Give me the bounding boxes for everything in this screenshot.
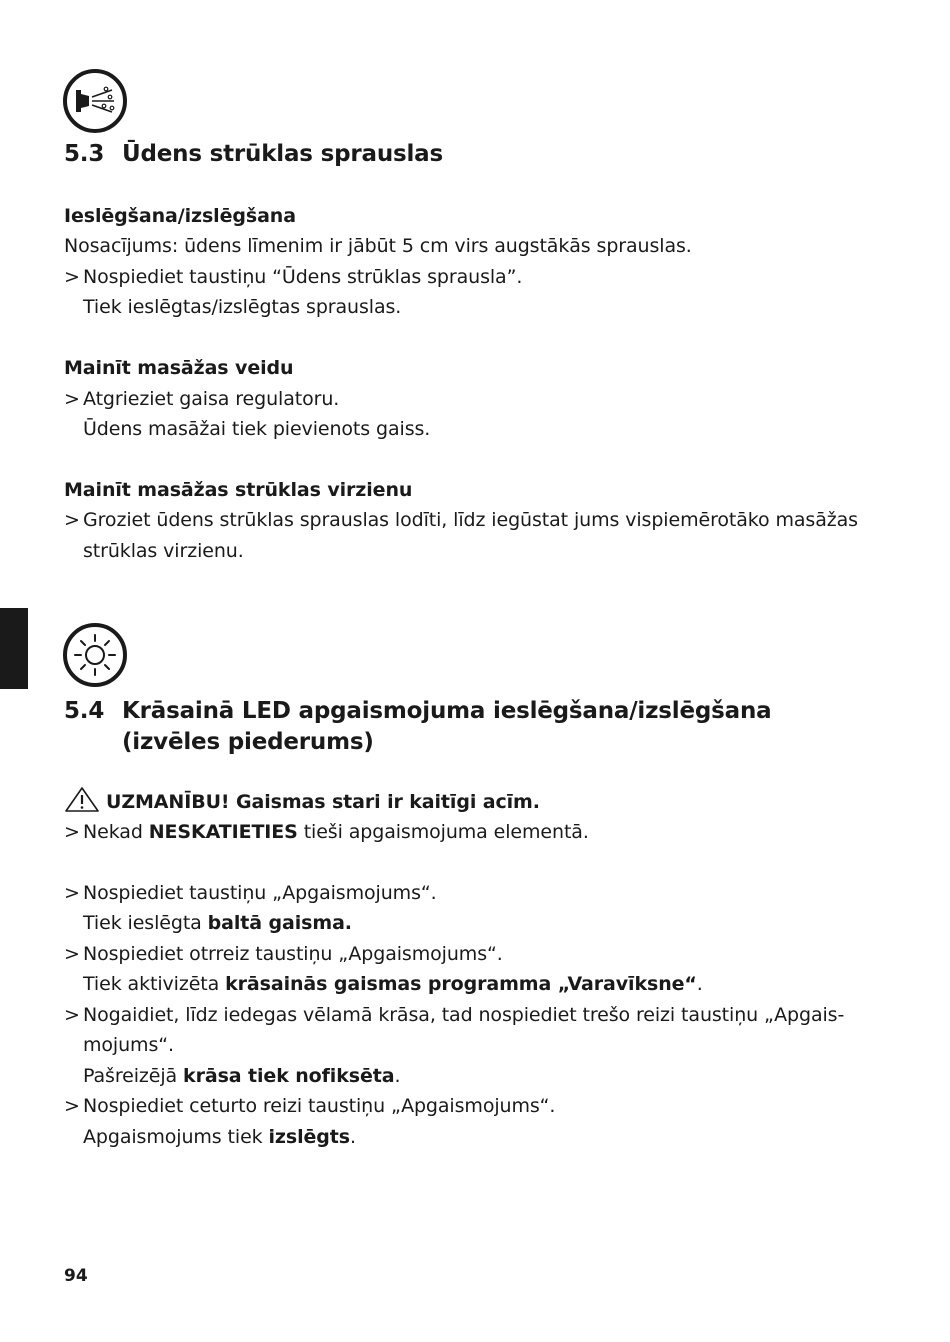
subheading-jet-direction: Mainīt masāžas strūklas virzienu [64,479,413,501]
step-text: Nospiediet ceturto reizi taustiņu „Apgaismojums“. [83,1095,556,1117]
result-text: Apgaismojums tiek izslēgts. [83,1126,356,1148]
water-jet-nozzle-icon [62,68,128,134]
bullet-marker: > [64,1004,80,1026]
bullet-marker: > [64,388,80,410]
step-text: Nospiediet taustiņu „Apgaismojums“. [83,882,437,904]
bullet-marker: > [64,943,80,965]
bullet-marker: > [64,1095,80,1117]
subheading-massage-type: Mainīt masāžas veidu [64,357,294,379]
page-number: 94 [64,1266,88,1286]
step-text: Nospiediet taustiņu “Ūdens strūklas sprausla”. [83,266,523,288]
step-text: Nekad NESKATIETIES tieši apgaismojuma elementā. [83,821,589,843]
step-text-continued: strūklas virzienu. [83,540,244,562]
section-title-continued: (izvēles piederums) [122,729,374,755]
subheading-on-off: Ieslēgšana/izslēgšana [64,205,296,227]
bullet-marker: > [64,509,80,531]
result-text: Tiek ieslēgtas/izslēgtas sprauslas. [83,296,402,318]
warning-text: UZMANĪBU! Gaismas stari ir kaitīgi acīm. [106,791,540,813]
section-title-5-3 [64,139,443,170]
section-title-5-4 [64,696,771,758]
section-title-text: Ūdens strūklas sprauslas [122,141,443,167]
result-text: Tiek ieslēgta baltā gaisma. [83,912,352,934]
bullet-marker: > [64,266,80,288]
section-number: 5.4 [64,698,105,724]
chapter-side-tab [0,608,28,689]
step-text-continued: mojums“. [83,1034,174,1056]
light-sun-icon [62,622,128,688]
result-text: Ūdens masāžai tiek pievienots gaiss. [83,418,431,440]
warning-triangle-icon [64,786,100,812]
bullet-marker: > [64,882,80,904]
bullet-marker: > [64,821,80,843]
result-text: Tiek aktivizēta krāsainās gaismas programma „Varavīksne“. [83,973,703,995]
step-text: Groziet ūdens strūklas sprauslas lodīti, līdz iegūstat jums vispiemērotāko masāžas [83,509,858,531]
step-text: Nogaidiet, līdz iedegas vēlamā krāsa, tad nospiediet trešo reizi taustiņu „Apgais- [83,1004,845,1026]
condition-text: Nosacījums: ūdens līmenim ir jābūt 5 cm virs augstākās sprauslas. [64,235,692,257]
result-text: Pašreizējā krāsa tiek nofiksēta. [83,1065,401,1087]
step-text: Atgrieziet gaisa regulatoru. [83,388,340,410]
section-title-text: Krāsainā LED apgaismojuma ieslēgšana/izslēgšana [122,698,772,724]
step-text: Nospiediet otrreiz taustiņu „Apgaismojums“. [83,943,503,965]
section-number: 5.3 [64,141,105,167]
